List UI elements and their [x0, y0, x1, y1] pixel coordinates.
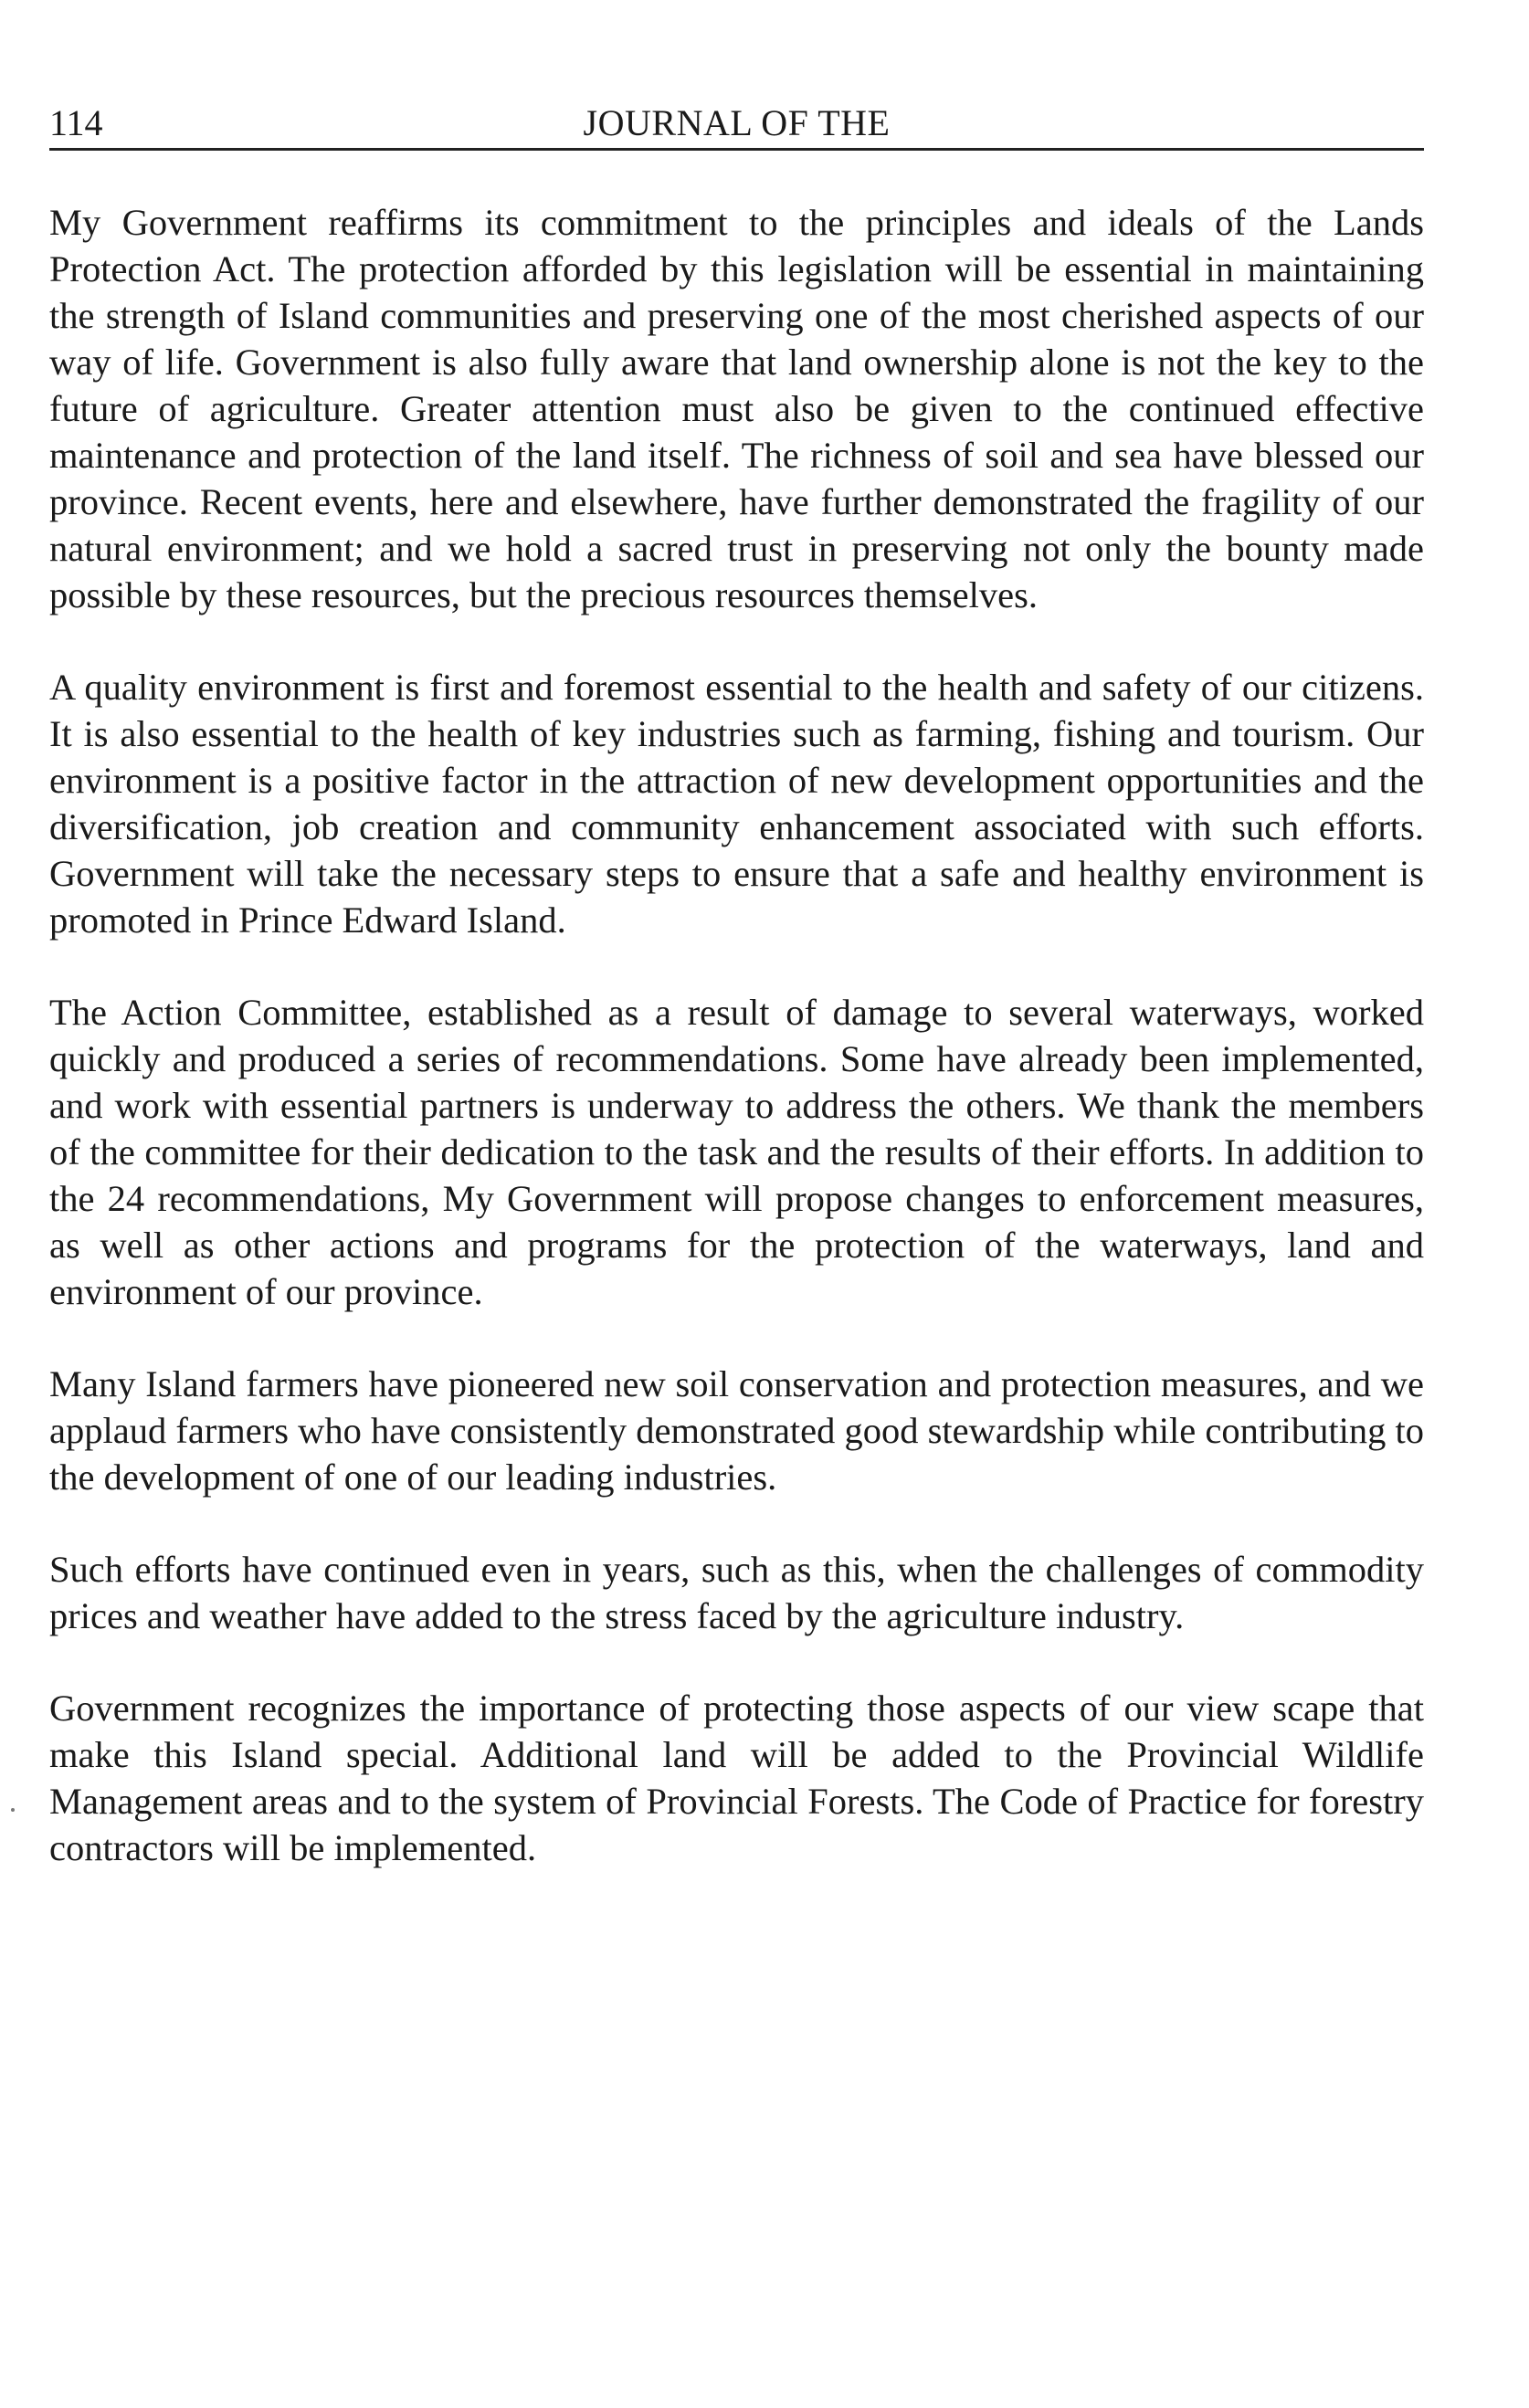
paragraph-lands-protection: My Government reaffirms its commitment to the principles and ideals of the Lands Protection Act. The protection afforded by this legislation will be essential in maintaining the strength of Island communities and preserving one of the most cherished aspects of our way of life. Government is also fully aware that land ownership alone is not the key to the future of agriculture. Greater attention must also be given to the continued effective maintenance and protection of the land itself. The richness of soil and sea have blessed our province. Recent events, here and elsewhere, have further demonstrated the fragility of our natural environment; and we hold a sacred trust in preserving not only the bounty made possible by these resources, but the precious resources themselves. — [49, 202, 1424, 615]
paragraph-such-efforts: Such efforts have continued even in years, such as this, when the challenges of commodity prices and weather have added to the stress faced by the agriculture industry. — [49, 1549, 1424, 1636]
body-text — [49, 199, 1424, 1917]
paragraph-action-committee: The Action Committee, established as a result of damage to several waterways, worked quickly and produced a series of recommendations. Some have already been implemented, and work with essential partners is underway to address the others. We thank the members of the committee for their dedication to the task and the results of their efforts. In addition to the 24 recommendations, My Government will propose changes to enforcement measures, as well as other actions and programs for the protection of the waterways, land and environment of our province. — [49, 992, 1424, 1312]
paragraph-island-farmers: Many Island farmers have pioneered new soil conservation and protection measures, and we applaud farmers who have consistently demonstrated good stewardship while contributing to the development of one of our leading industries. — [49, 1363, 1424, 1498]
page-number: 114 — [49, 102, 103, 143]
page-header — [49, 102, 1424, 151]
scan-speck — [11, 1808, 15, 1812]
paragraph-quality-environment: A quality environment is first and foremost essential to the health and safety of our citizens. It is also essential to the health of key industries such as farming, fishing and tourism. Our environment is a positive factor in the attraction of new development opportunities and the diversification, job creation and community enhancement associated with such efforts. Government will take the necessary steps to ensure that a safe and healthy environment is promoted in Prince Edward Island. — [49, 667, 1424, 941]
running-head: JOURNAL OF THE — [583, 102, 891, 143]
paragraph-view-scape: Government recognizes the importance of protecting those aspects of our view scape that make this Island special. Additional land will be added to the Provincial Wildlife Management areas and to the system of Provincial Forests. The Code of Practice for forestry contractors will be implemented. — [49, 1688, 1424, 1868]
